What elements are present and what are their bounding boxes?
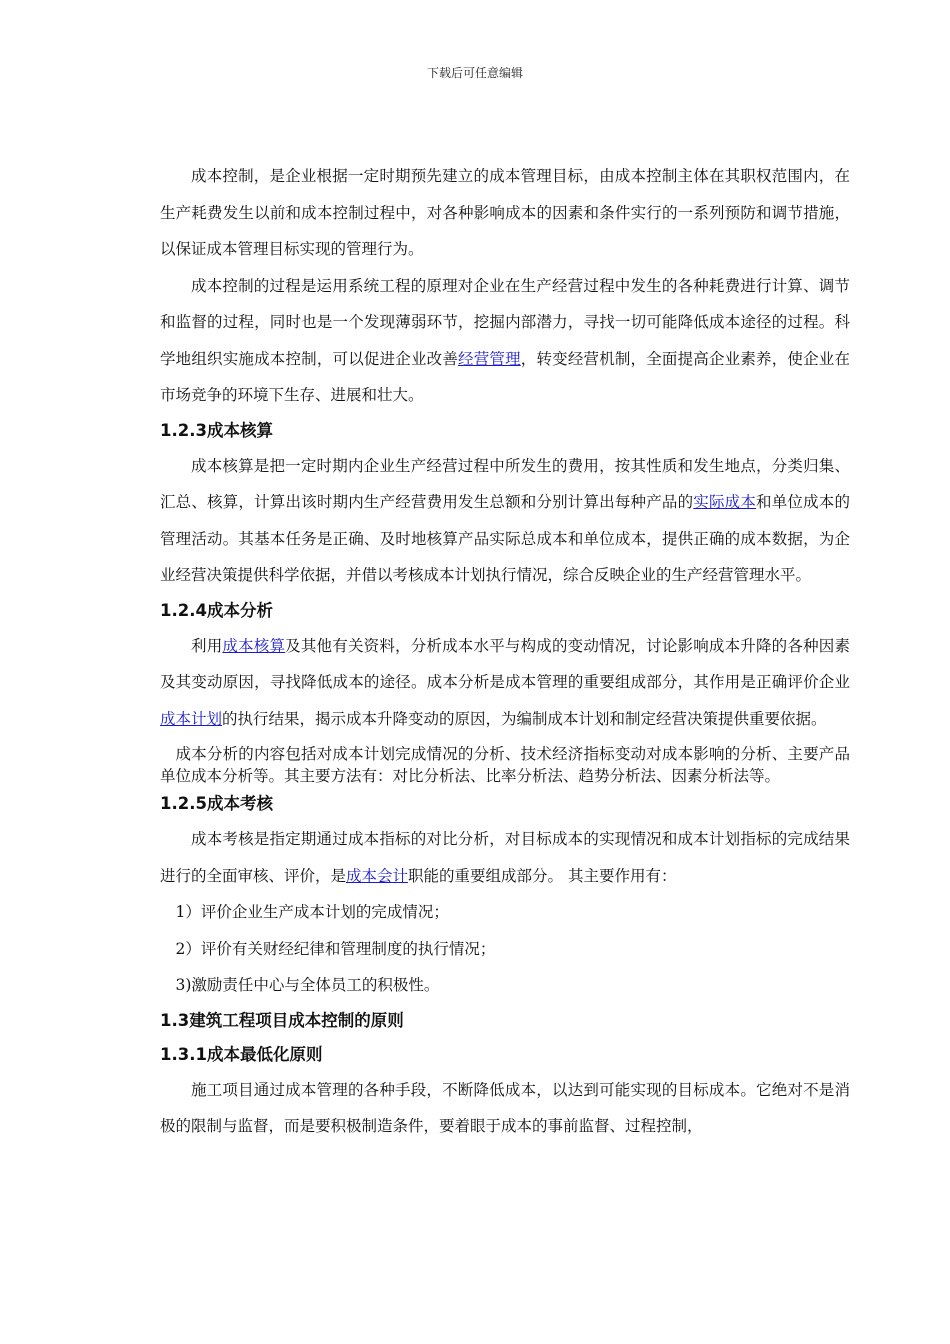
paragraph-cost-control-definition: 成本控制，是企业根据一定时期预先建立的成本管理目标，由成本控制主体在其职权范围内，在生产耗费发生以前和成本控制过程中，对各种影响成本的因素和条件实行的一系列预防和调节措施，以保证成本管理目标实现的管理行为。 (160, 167, 850, 258)
paragraph-cost-analysis-content: 成本分析的内容包括对成本计划完成情况的分析、技术经济指标变动对成本影响的分析、主要产品单位成本分析等。其主要方法有：对比分析法、比率分析法、趋势分析法、因素分析法等。 (160, 745, 850, 785)
link-actual-cost[interactable]: 实际成本 (693, 493, 757, 511)
paragraph-cost-accounting: 成本核算是把一定时期内企业生产经营过程中所发生的费用，按其性质和发生地点，分类归集、汇总、核算，计算出该时期内生产经营费用发生总额和分别计算出每种产品的实际成本和单位成本的管理活动。其基本任务是正确、及时地核算产品实际总成本和单位成本，提供正确的成本数据，为企业经营决策提供科学依据，并借以考核成本计划执行情况，综合反映企业的生产经营管理水平。 (160, 456, 850, 584)
heading-1-2-3: 1.2.3成本核算 (160, 420, 273, 440)
list-item: 3)激励责任中心与全体员工的积极性。 (175, 976, 440, 994)
link-cost-plan[interactable]: 成本计划 (160, 709, 223, 728)
heading-1-3-1: 1.3.1成本最低化原则 (160, 1044, 323, 1064)
document-body (160, 158, 850, 1145)
header-note: 下载后可任意编辑 (426, 66, 523, 80)
heading-1-3: 1.3建筑工程项目成本控制的原则 (160, 1010, 404, 1030)
list-item: 2）评价有关财经纪律和管理制度的执行情况； (175, 939, 496, 958)
paragraph-cost-minimization: 施工项目通过成本管理的各种手段，不断降低成本，以达到可能实现的目标成本。它绝对不是消极的限制与监督，而是要积极制造条件，要着眼于成本的事前监督、过程控制， (160, 1080, 850, 1135)
link-business-management[interactable]: 经营管理 (458, 349, 521, 368)
link-cost-accounting[interactable]: 成本核算 (222, 636, 286, 655)
list-item: 1）评价企业生产成本计划的完成情况； (175, 903, 449, 921)
paragraph-cost-analysis: 利用成本核算及其他有关资料，分析成本水平与构成的变动情况，讨论影响成本升降的各种因素及其变动原因，寻找降低成本的途径。成本分析是成本管理的重要组成部分，其作用是正确评价企业成本计划的执行结果，揭示成本升降变动的原因，为编制成本计划和制定经营决策提供重要依据。 (160, 636, 850, 728)
paragraph-cost-control-process: 成本控制的过程是运用系统工程的原理对企业在生产经营过程中发生的各种耗费进行计算、调节和监督的过程，同时也是一个发现薄弱环节，挖掘内部潜力，寻找一切可能降低成本途径的过程。科学地组织实施成本控制，可以促进企业改善经营管理，转变经营机制，全面提高企业素养，使企业在市场竞争的环境下生存、进展和壮大。 (160, 276, 850, 404)
heading-1-2-4: 1.2.4成本分析 (160, 600, 273, 620)
link-cost-accounting-function[interactable]: 成本会计 (346, 866, 409, 885)
paragraph-cost-assessment: 成本考核是指定期通过成本指标的对比分析，对目标成本的实现情况和成本计划指标的完成结果进行的全面审核、评价，是成本会计职能的重要组成部分。 其主要作用有： (160, 830, 850, 885)
heading-1-2-5: 1.2.5成本考核 (160, 794, 273, 813)
